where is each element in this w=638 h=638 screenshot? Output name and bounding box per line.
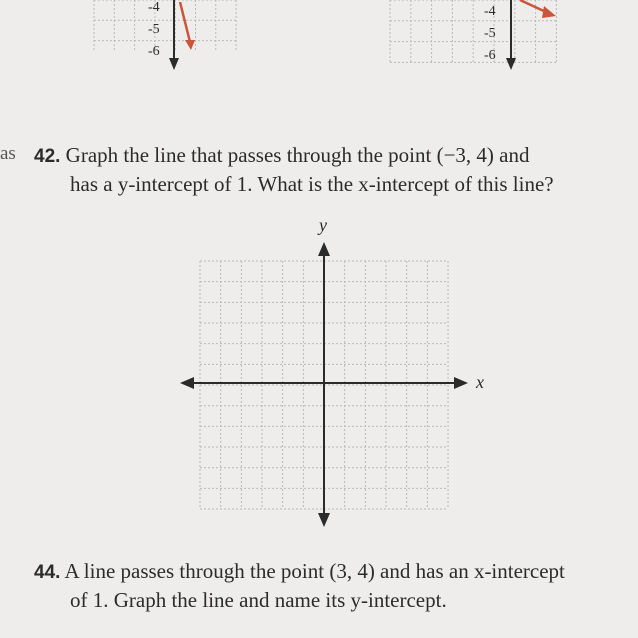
top-left-tick-3: -6 bbox=[148, 44, 160, 59]
top-left-tick-1: -4 bbox=[148, 0, 160, 15]
problem-42-line-2: has a y-intercept of 1. What is the x-intercept of this line? bbox=[70, 172, 554, 196]
top-right-tick-1: -4 bbox=[484, 4, 496, 19]
problem-42-line-1: Graph the line that passes through the point (−3, 4) and bbox=[65, 143, 530, 167]
problem-44 bbox=[34, 557, 565, 587]
problem-42-x-arrow-left bbox=[180, 377, 194, 389]
problem-42-y-label: y bbox=[319, 215, 327, 235]
top-left-tick-2: -5 bbox=[148, 22, 160, 37]
problem-42-x-label: x bbox=[476, 372, 484, 392]
problem-42-x-arrow-right bbox=[454, 377, 468, 389]
problem-42-y-arrow-down bbox=[318, 513, 330, 527]
problem-44-number: 44. bbox=[34, 562, 61, 583]
problem-44-line-1: A line passes through the point (3, 4) and has an x-intercept bbox=[64, 559, 565, 583]
problem-42-y-arrow-up bbox=[318, 242, 330, 256]
problem-44-line-2-row bbox=[70, 586, 447, 615]
top-right-tick-3: -6 bbox=[484, 48, 496, 63]
problem-42-number: 42. bbox=[34, 146, 61, 167]
problem-44-line-2: of 1. Graph the line and name its y-intercept. bbox=[70, 588, 447, 612]
top-right-tick-2: -5 bbox=[484, 26, 496, 41]
margin-fragment: as bbox=[0, 143, 16, 164]
